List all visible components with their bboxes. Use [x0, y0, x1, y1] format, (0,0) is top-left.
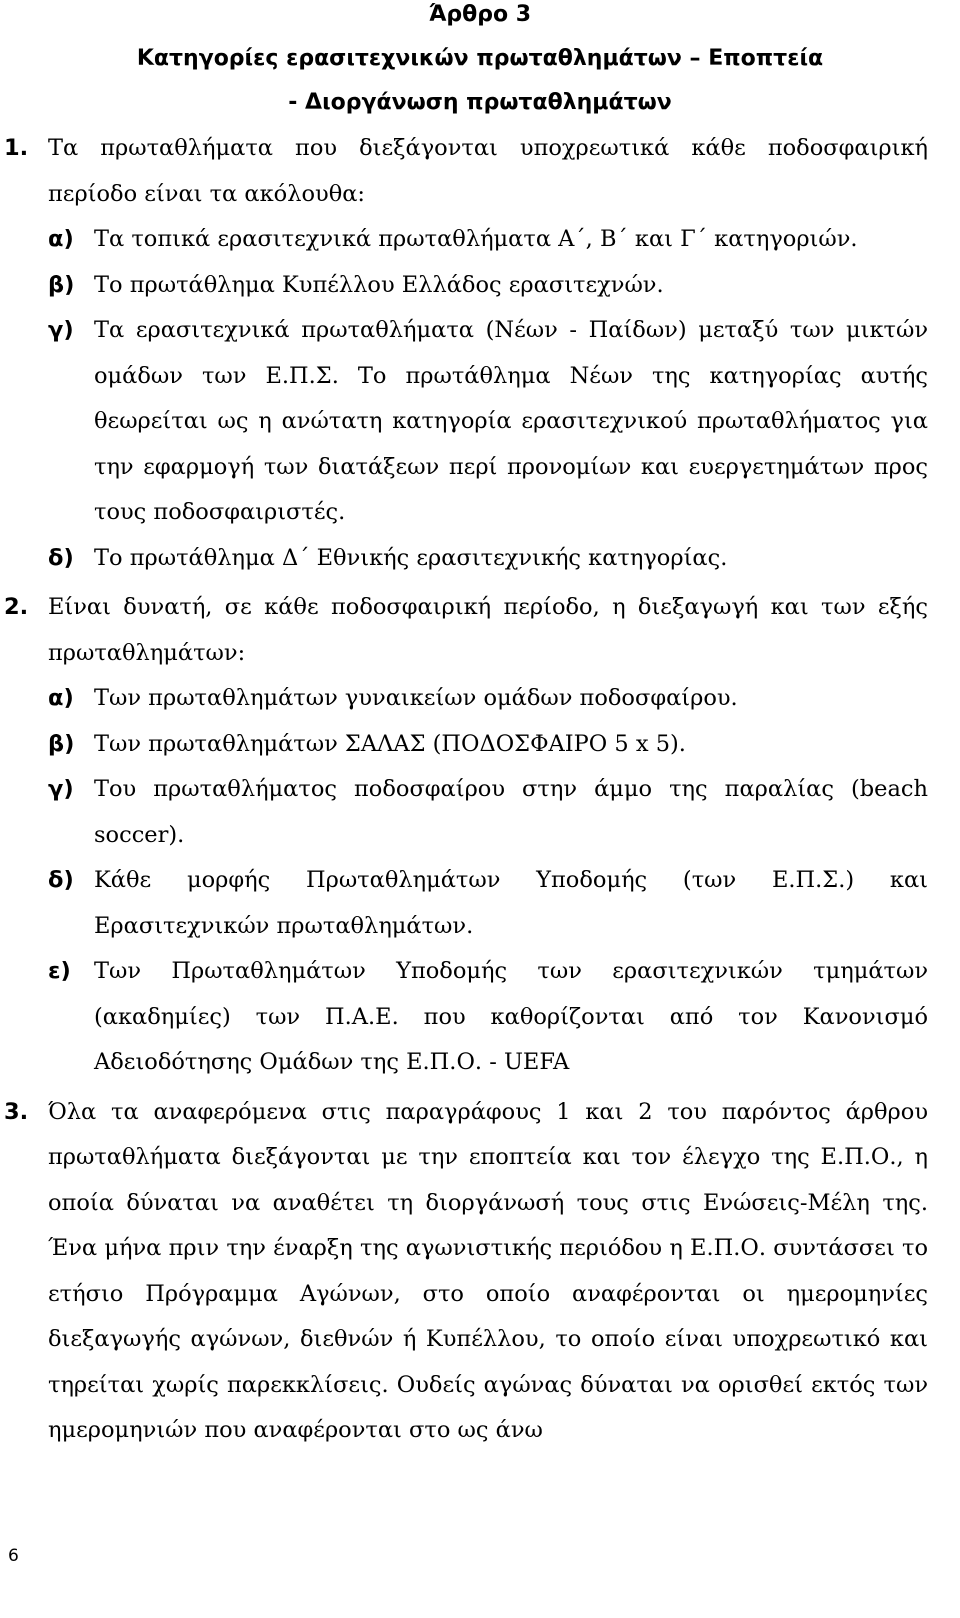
paragraph-2 [0, 585, 960, 676]
list-item [0, 263, 960, 309]
list-item-letter: δ) [48, 544, 74, 571]
list-item [0, 308, 960, 536]
list-item [0, 949, 960, 1086]
list-item-letter: γ) [48, 317, 74, 343]
list-item [0, 767, 960, 858]
article-subtitle-line2: - Διοργάνωση πρωταθλημάτων [288, 90, 672, 115]
paragraph-number: 3. [4, 1098, 29, 1125]
article-subtitle-line1: Κατηγορίες ερασιτεχνικών πρωταθλημάτων – Εποπτεία [136, 46, 824, 71]
list-item-letter: β) [48, 271, 75, 298]
list-item-text: Τα ερασιτεχνικά πρωταθλήματα (Νέων - Παίδων) μεταξύ των μικτών ομάδων των Ε.Π.Σ. Το πρωτάθλημα Νέων της κατηγορίας αυτής θεωρείται ως η ανώτατη κατηγορία ερασιτεχνικού πρωταθλήματος για την εφαρμογή των διατάξεων περί προνομίων και ευεργετημάτων προς τους ποδοσφαιριστές. [94, 317, 928, 525]
paragraph-intro: Είναι δυνατή, σε κάθε ποδοσφαιρική περίοδο, η διεξαγωγή και των εξής πρωταθλημάτων: [48, 594, 928, 666]
list-item-text: Τα τοπικά ερασιτεχνικά πρωταθλήματα Α΄, Β΄ και Γ΄ κατηγοριών. [94, 226, 858, 252]
paragraph-number: 1. [4, 135, 29, 161]
list-item-text: Των πρωταθλημάτων ΣΑΛΑΣ (ΠΟΔΟΣΦΑΙΡΟ 5 x 5). [94, 730, 686, 757]
article-title: Άρθρο 3 [428, 2, 532, 27]
list-item-text: Το πρωτάθλημα Δ΄ Εθνικής ερασιτεχνικής κατηγορίας. [94, 544, 728, 571]
paragraph-text: Όλα τα αναφερόμενα στις παραγράφους 1 και 2 του παρόντος άρθρου πρωταθλήματα διεξάγονται με την εποπτεία και τον έλεγχο της Ε.Π.Ο., η οποία δύναται να αναθέτει τη διοργάνωσή τους στις Ενώσεις-Μέλη της. Ένα μήνα πριν την έναρξη της αγωνιστικής περιόδου η Ε.Π.Ο. συντάσσει το ετήσιο Πρόγραμμα Αγώνων, στο οποίο αναφέρονται οι ημερομηνίες διεξαγωγής αγώνων, διεθνών ή Κυπέλλου, το οποίο είναι υποχρεωτικό και τηρείται χωρίς παρεκκλίσεις. Ουδείς αγώνας δύναται να ορισθεί εκτός των ημερομηνιών που αναφέρονται στο ως άνω [48, 1098, 928, 1443]
list-item [0, 858, 960, 949]
list-item-letter: α) [48, 685, 74, 711]
list-item-text: Του πρωταθλήματος ποδοσφαίρου στην άμμο της παραλίας (beach soccer). [94, 776, 928, 848]
list-item-letter: γ) [48, 776, 74, 802]
list-item [0, 676, 960, 722]
page-number: 6 [8, 1546, 19, 1566]
list-item-text: Το πρωτάθλημα Κυπέλλου Ελλάδος ερασιτεχνών. [94, 271, 664, 298]
list-item-letter: β) [48, 730, 75, 757]
list-item [0, 536, 960, 582]
article-body [0, 126, 960, 1454]
list-item-text: Των πρωταθλημάτων γυναικείων ομάδων ποδοσφαίρου. [94, 685, 738, 711]
list-item-text: Των Πρωταθλημάτων Υποδομής των ερασιτεχνικών τμημάτων (ακαδημίες) των Π.Α.Ε. που καθορίζονται από τον Κανονισμό Αδειοδότησης Ομάδων της Ε.Π.Ο. - UEFA [94, 958, 928, 1075]
list-item-letter: δ) [48, 867, 74, 893]
list-item [0, 722, 960, 768]
list-item [0, 217, 960, 263]
list-item-letter: α) [48, 226, 74, 252]
paragraph-3 [0, 1090, 960, 1454]
list-item-letter: ε) [48, 958, 71, 984]
paragraph-intro: Τα πρωταθλήματα που διεξάγονται υποχρεωτικά κάθε ποδοσφαιρική περίοδο είναι τα ακόλουθα: [48, 135, 928, 207]
paragraph-number: 2. [4, 594, 29, 620]
list-item-text: Κάθε μορφής Πρωταθλημάτων Υποδομής (των Ε.Π.Σ.) και Ερασιτεχνικών πρωταθλημάτων. [94, 867, 928, 939]
paragraph-1 [0, 126, 960, 217]
